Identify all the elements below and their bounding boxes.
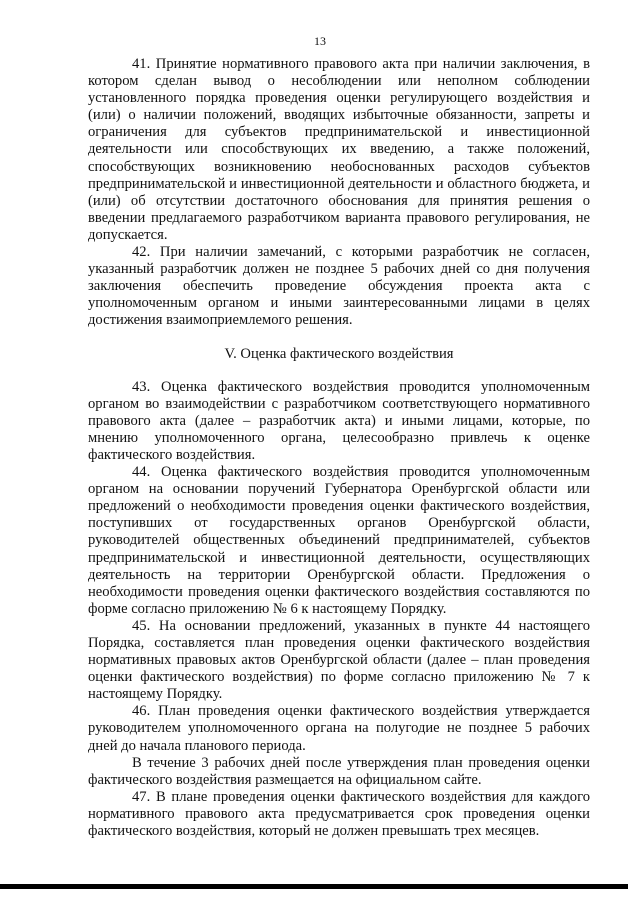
section-title: V. Оценка фактического воздействия: [224, 345, 454, 362]
paragraph-42: 42. При наличии замечаний, с которыми разработчик не согласен, указанный разработчик должен не позднее 5 рабочих дней со дня получения заключения обеспечить проведение обсуждения проекта акта с уполномоченным органом и иными заинтересованными лицами в целях достижения взаимоприемлемого решения.: [88, 244, 590, 329]
document-body: [88, 56, 590, 840]
paragraph-45: 45. На основании предложений, указанных в пункте 44 настоящего Порядка, составляется план проведения оценки фактического воздействия нормативных правовых актов Оренбургской области (далее – план проведения оценки фактического воздействия) по форме согласно приложению № 7 к настоящему Порядку.: [88, 617, 590, 703]
paragraph-41: 41. Принятие нормативного правового акта при наличии заключения, в котором сделан вывод о несоблюдении или неполном соблюдении установленного порядка проведения оценки регулирующего воздействия и (или) о наличии положений, вводящих избыточные обязанности, запреты и ограничения для субъектов предпринимательской и инвестиционной деятельности или способствующих их введению, а также положений, способствующих возникновению необоснованных расходов субъектов предпринимательской и инвестиционной деятельности и областного бюджета, и (или) об отсутствии достаточного обоснования для принятия решения о введении предлагаемого разработчиком варианта правового регулирования, не допускается.: [88, 56, 590, 243]
paragraph-44: 44. Оценка фактического воздействия проводится уполномоченным органом на основании поручений Губернатора Оренбургской области или предложений о необходимости проведения оценки фактического воздействия, поступивших от государственных органов Оренбургской области, руководителей общественных объединений предпринимателей, субъектов предпринимательской и инвестиционной деятельности, осуществляющих деятельность на территории Оренбургской области. Предложения о необходимости проведения оценки фактического воздействия составляются по форме согласно приложению № 6 к настоящему Порядку.: [88, 464, 590, 617]
paragraph-47: 47. В плане проведения оценки фактического воздействия для каждого нормативного правового акта предусматривается срок проведения оценки фактического воздействия, который не должен превышать трех месяцев.: [88, 788, 590, 840]
page-number: 13: [314, 34, 326, 48]
paragraph-46-continuation: В течение 3 рабочих дней после утверждения план проведения оценки фактического воздействия размещается на официальном сайте.: [88, 754, 590, 788]
paragraph-46: 46. План проведения оценки фактического воздействия утверждается руководителем уполномоченного органа на полугодие не позднее 5 рабочих дней до начала планового периода.: [88, 703, 590, 754]
bottom-rule: [0, 884, 628, 889]
paragraph-43: 43. Оценка фактического воздействия проводится уполномоченным органом во взаимодействии с разработчиком соответствующего нормативного правового акта (далее – разработчик акта) и иными лицами, которые, по мнению уполномоченного органа, целесообразно привлечь к оценке фактического воздействия.: [88, 378, 590, 463]
